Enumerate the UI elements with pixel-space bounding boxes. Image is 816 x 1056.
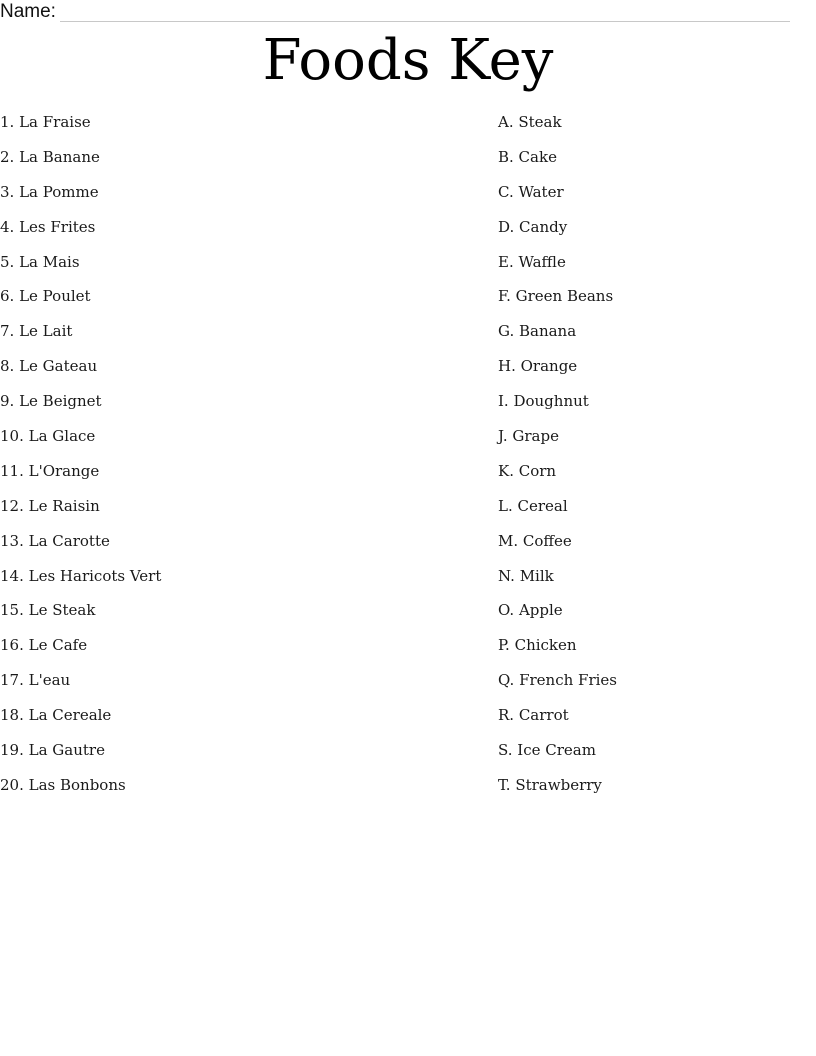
name-row	[0, 0, 790, 22]
english-term-item: F. Green Beans	[498, 287, 614, 306]
page-title: Foods Key	[262, 28, 554, 93]
french-term-item: 4. Les Frites	[0, 217, 96, 236]
english-term-item: B. Cake	[498, 147, 557, 166]
french-term-item: 19. La Gautre	[0, 741, 105, 760]
french-term-item: 20. Las Bonbons	[0, 775, 126, 794]
english-term-item: S. Ice Cream	[498, 741, 596, 760]
english-term-item: A. Steak	[498, 113, 562, 131]
french-term-item: 8. Le Gateau	[0, 357, 98, 376]
french-term-item: 14. Les Haricots Vert	[0, 566, 162, 585]
english-terms-list	[498, 110, 798, 808]
name-label: Name:	[0, 1, 56, 22]
french-term-item: 18. La Cereale	[0, 706, 112, 725]
french-terms-list	[0, 110, 440, 808]
french-term-item: 3. La Pomme	[0, 182, 99, 201]
english-term-item: R. Carrot	[498, 706, 569, 725]
english-term-item: Q. French Fries	[498, 671, 617, 690]
english-term-item: J. Grape	[498, 427, 559, 446]
english-term-item: G. Banana	[498, 322, 577, 341]
english-term-item: O. Apple	[498, 601, 563, 620]
french-term-item: 1. La Fraise	[0, 113, 91, 131]
french-term-item: 10. La Glace	[0, 427, 96, 446]
french-term-item: 7. Le Lait	[0, 322, 73, 341]
french-term-item: 5. La Mais	[0, 252, 80, 271]
english-term-item: K. Corn	[498, 461, 557, 480]
english-term-item: C. Water	[498, 182, 564, 201]
french-term-item: 12. Le Raisin	[0, 496, 100, 515]
english-term-item: I. Doughnut	[498, 392, 589, 411]
french-term-item: 17. L'eau	[0, 671, 71, 690]
english-term-item: D. Candy	[498, 217, 568, 236]
french-term-item: 9. Le Beignet	[0, 392, 102, 411]
english-term-item: T. Strawberry	[498, 775, 602, 794]
english-term-item: H. Orange	[498, 357, 578, 376]
name-blank-line[interactable]	[60, 3, 790, 22]
french-term-item: 15. Le Steak	[0, 601, 96, 620]
french-term-item: 16. Le Cafe	[0, 636, 88, 655]
english-term-item: N. Milk	[498, 566, 554, 585]
french-term-item: 13. La Carotte	[0, 531, 110, 550]
english-term-item: M. Coffee	[498, 531, 572, 550]
french-term-item: 11. L'Orange	[0, 461, 100, 480]
english-term-item: L. Cereal	[498, 496, 568, 515]
french-term-item: 6. Le Poulet	[0, 287, 91, 306]
french-term-item: 2. La Banane	[0, 147, 100, 166]
english-term-item: E. Waffle	[498, 252, 566, 271]
english-term-item: P. Chicken	[498, 636, 577, 655]
